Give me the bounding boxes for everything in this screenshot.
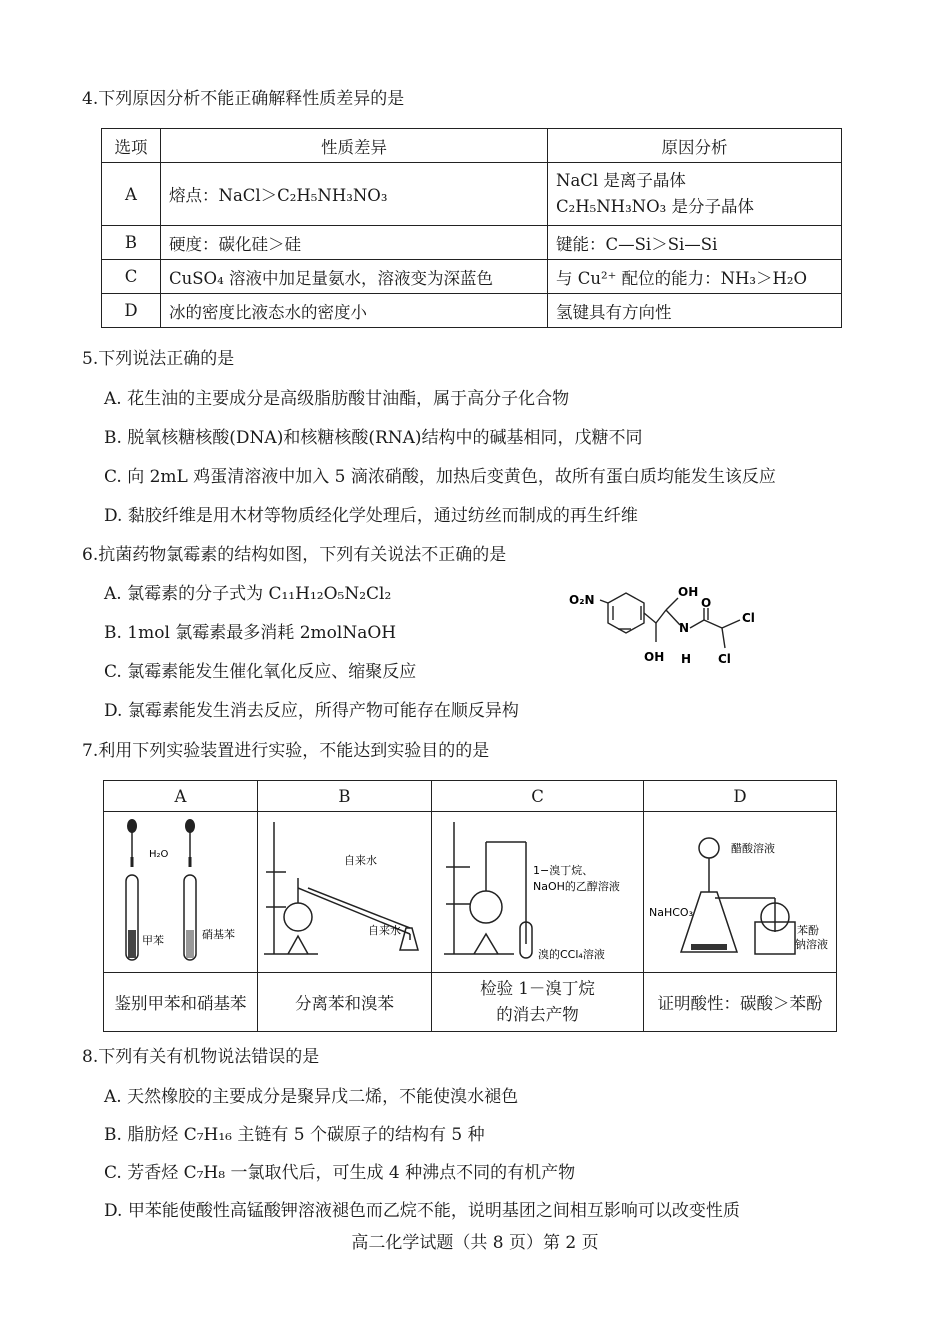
q8-option-c: C. 芳香烃 C₇H₈ 一氯取代后，可生成 4 种沸点不同的有机产物 — [104, 1163, 576, 1183]
caption-a: 鉴别甲苯和硝基苯 — [104, 973, 258, 1032]
row-reason — [548, 163, 842, 226]
label-cl1: Cl — [742, 611, 755, 625]
label-phenolate-2: 钠溶液 — [795, 938, 828, 951]
row-reason: 氢键具有方向性 — [548, 294, 842, 328]
reason-line-1: NaCl 是离子晶体 — [556, 171, 686, 190]
q7-header-b: B — [258, 781, 432, 812]
q5-option-d: D. 黏胶纤维是用木材等物质经化学处理后，通过纺丝而制成的再生纤维 — [104, 506, 638, 526]
q4-header-reason: 原因分析 — [548, 129, 842, 163]
page-footer: 高二化学试题（共 8 页）第 2 页 — [351, 1233, 599, 1253]
label-acetic-acid: 醋酸溶液 — [731, 842, 775, 855]
q4-header-property: 性质差异 — [161, 129, 548, 163]
row-option: D — [102, 294, 161, 328]
acidity-apparatus-drawing — [645, 812, 835, 968]
label-oh-top: OH — [678, 585, 699, 599]
reason-line-2: C₂H₅NH₃NO₃ 是分子晶体 — [556, 197, 755, 216]
row-option: B — [102, 226, 161, 260]
label-cl2: Cl — [718, 652, 731, 666]
row-reason: 键能：C—Si＞Si—Si — [548, 226, 842, 260]
q6-option-d: D. 氯霉素能发生消去反应，所得产物可能存在顺反异构 — [104, 701, 519, 721]
row-option: A — [102, 163, 161, 226]
q5-option-c: C. 向 2mL 鸡蛋清溶液中加入 5 滴浓硝酸，加热后变黄色，故所有蛋白质均能发生该反应 — [104, 467, 776, 487]
label-toluene: 甲苯 — [141, 934, 164, 947]
test-tubes-drawing — [106, 812, 256, 968]
row-property: 冰的密度比液态水的密度小 — [161, 294, 548, 328]
table-row — [102, 294, 842, 328]
apparatus-a — [104, 812, 258, 973]
caption-c-line-1: 检验 1－溴丁烷 — [480, 979, 595, 998]
q5-option-a: A. 花生油的主要成分是高级脂肪酸甘油酯，属于高分子化合物 — [104, 389, 570, 409]
label-tap-water-1: 自来水 — [343, 854, 377, 867]
chloramphenicol-structure — [560, 580, 780, 670]
q7-stem: 7.利用下列实验装置进行实验，不能达到实验目的的是 — [82, 741, 490, 761]
row-property: CuSO₄ 溶液中加足量氨水，溶液变为深蓝色 — [161, 260, 548, 294]
label-reagent-1: 1−溴丁烷、 — [532, 864, 593, 877]
label-o: O — [701, 596, 712, 610]
q8-option-a: A. 天然橡胶的主要成分是聚异戊二烯，不能使溴水褪色 — [104, 1087, 519, 1107]
q7-header-c: C — [432, 781, 644, 812]
table-row — [102, 226, 842, 260]
label-oh-bottom: OH — [644, 650, 665, 664]
caption-b: 分离苯和溴苯 — [258, 973, 432, 1032]
label-nahco3: NaHCO₃ — [649, 906, 693, 919]
label-phenolate-1: 苯酚 — [797, 924, 819, 937]
label-nitrobenzene: 硝基苯 — [201, 928, 235, 941]
row-option: C — [102, 260, 161, 294]
apparatus-b — [258, 812, 432, 973]
apparatus-c — [432, 812, 644, 973]
q6-option-c: C. 氯霉素能发生催化氧化反应、缩聚反应 — [104, 662, 417, 682]
label-n: N — [679, 621, 690, 635]
label-o2n: O₂N — [569, 593, 595, 607]
caption-c-line-2: 的消去产物 — [496, 1005, 579, 1024]
row-property: 硬度：碳化硅＞硅 — [161, 226, 548, 260]
caption-c — [432, 973, 644, 1032]
label-h: H — [681, 652, 692, 666]
label-reagent-2: NaOH的乙醇溶液 — [532, 880, 620, 893]
q4-stem: 4.下列原因分析不能正确解释性质差异的是 — [82, 89, 405, 109]
row-reason: 与 Cu²⁺ 配位的能力：NH₃＞H₂O — [548, 260, 842, 294]
table-row — [102, 260, 842, 294]
elimination-apparatus-drawing — [434, 812, 642, 968]
q7-header-a: A — [104, 781, 258, 812]
q7-table — [103, 780, 837, 1032]
row-property: 熔点：NaCl＞C₂H₅NH₃NO₃ — [161, 163, 548, 226]
label-h2o: H₂O — [148, 849, 168, 860]
q8-stem: 8.下列有关有机物说法错误的是 — [82, 1047, 320, 1067]
q8-option-b: B. 脂肪烃 C₇H₁₆ 主链有 5 个碳原子的结构有 5 种 — [104, 1125, 485, 1145]
label-tap-water-2: 自来水 — [367, 924, 401, 937]
q8-option-d: D. 甲苯能使酸性高锰酸钾溶液褪色而乙烷不能，说明基团之间相互影响可以改变性质 — [104, 1201, 740, 1221]
q6-stem: 6.抗菌药物氯霉素的结构如图，下列有关说法不正确的是 — [82, 545, 507, 565]
q6-option-b: B. 1mol 氯霉素最多消耗 2molNaOH — [104, 623, 397, 643]
distillation-drawing — [260, 812, 430, 968]
q4-table — [101, 128, 842, 328]
table-row — [102, 163, 842, 226]
q6-option-a: A. 氯霉素的分子式为 C₁₁H₁₂O₅N₂Cl₂ — [104, 584, 392, 604]
q5-option-b: B. 脱氧核糖核酸(DNA)和核糖核酸(RNA)结构中的碱基相同，戊糖不同 — [104, 428, 643, 448]
apparatus-d — [644, 812, 837, 973]
q5-stem: 5.下列说法正确的是 — [82, 349, 235, 369]
caption-d: 证明酸性：碳酸＞苯酚 — [644, 973, 837, 1032]
label-ccl4: 溴的CCl₄溶液 — [537, 948, 605, 961]
q4-header-option: 选项 — [102, 129, 161, 163]
q7-header-d: D — [644, 781, 837, 812]
